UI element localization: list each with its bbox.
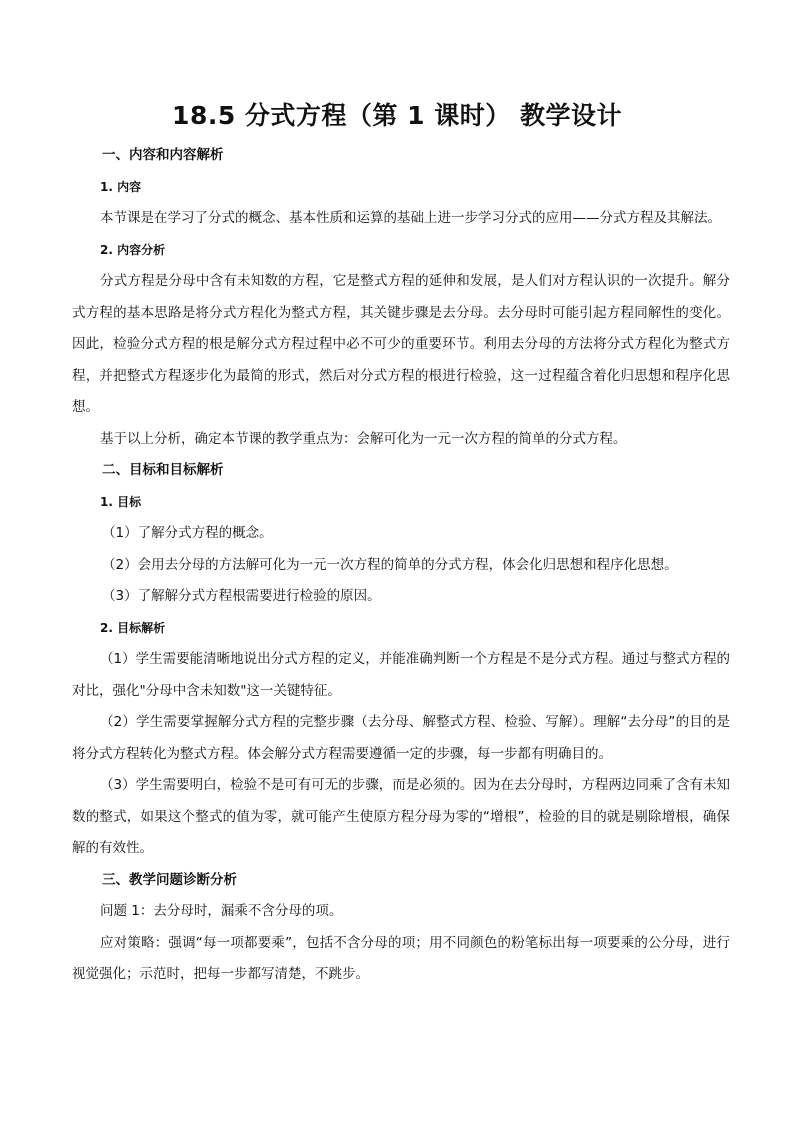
- section-heading-3: 三、教学问题诊断分析: [102, 871, 237, 888]
- analysis-paragraph-1: 分式方程是分母中含有未知数的方程，它是整式方程的延伸和发展，是人们对方程认识的一次提升。解分式方程的基本思路是将分式方程化为整式方程，其关键步骤是去分母。去分母时可能引起方程同解性的变化。因此，检验分式方程的根是解分式方程过程中必不可少的重要环节。利用去分母的方法将分式方程化为整式方程，并把整式方程逐步化为最简的形式，然后对分式方程的根进行检验，这一过程蕴含着化归思想和程序化思想。: [72, 273, 730, 415]
- goal-analysis-3: （3）学生需要明白，检验不是可有可无的步骤，而是必须的。因为在去分母时，方程两边同乘了含有未知数的整式，如果这个整式的值为零，就可能产生使原方程分母为零的“增根”，检验的目的就是剔除增根，确保解的有效性。: [72, 777, 730, 856]
- section-heading-2: 二、目标和目标解析: [102, 462, 224, 478]
- subheading-goals: 1. 目标: [100, 494, 142, 509]
- subheading-goal-analysis: 2. 目标解析: [100, 620, 166, 635]
- subheading-content: 1. 内容: [100, 179, 142, 194]
- goal-item-1: （1）了解分式方程的概念。: [102, 525, 273, 541]
- goal-analysis-1: （1）学生需要能清晰地说出分式方程的定义，并能准确判断一个方程是不是分式方程。通过与整式方程的对比，强化"分母中含未知数"这一关键特征。: [72, 651, 730, 699]
- problem-1: 问题 1：去分母时，漏乘不含分母的项。: [100, 903, 343, 919]
- document-body: [72, 140, 730, 991]
- strategy-1: 应对策略：强调“每一项都要乘”，包括不含分母的项；用不同颜色的粉笔标出每一项要乘的公分母，进行视觉强化；示范时，把每一步都写清楚，不跳步。: [72, 934, 730, 982]
- subheading-content-analysis: 2. 内容分析: [100, 242, 166, 257]
- goal-analysis-2: （2）学生需要掌握解分式方程的完整步骤（去分母、解整式方程、检验、写解）。理解“去分母”的目的是将分式方程转化为整式方程。体会解分式方程需要遵循一定的步骤，每一步都有明确目的。: [72, 714, 730, 762]
- content-paragraph: 本节课是在学习了分式的概念、基本性质和运算的基础上进一步学习分式的应用——分式方程及其解法。: [100, 210, 721, 226]
- section-heading-1: 一、内容和内容解析: [102, 147, 224, 163]
- document-title: 18.5 分式方程（第 1 课时） 教学设计: [172, 101, 622, 130]
- goal-item-2: （2）会用去分母的方法解可化为一元一次方程的简单的分式方程，体会化归思想和程序化思想。: [102, 556, 678, 573]
- goal-item-3: （3）了解解分式方程根需要进行检验的原因。: [102, 588, 381, 604]
- analysis-paragraph-2: 基于以上分析，确定本节课的教学重点为：会解可化为一元一次方程的简单的分式方程。: [100, 430, 627, 447]
